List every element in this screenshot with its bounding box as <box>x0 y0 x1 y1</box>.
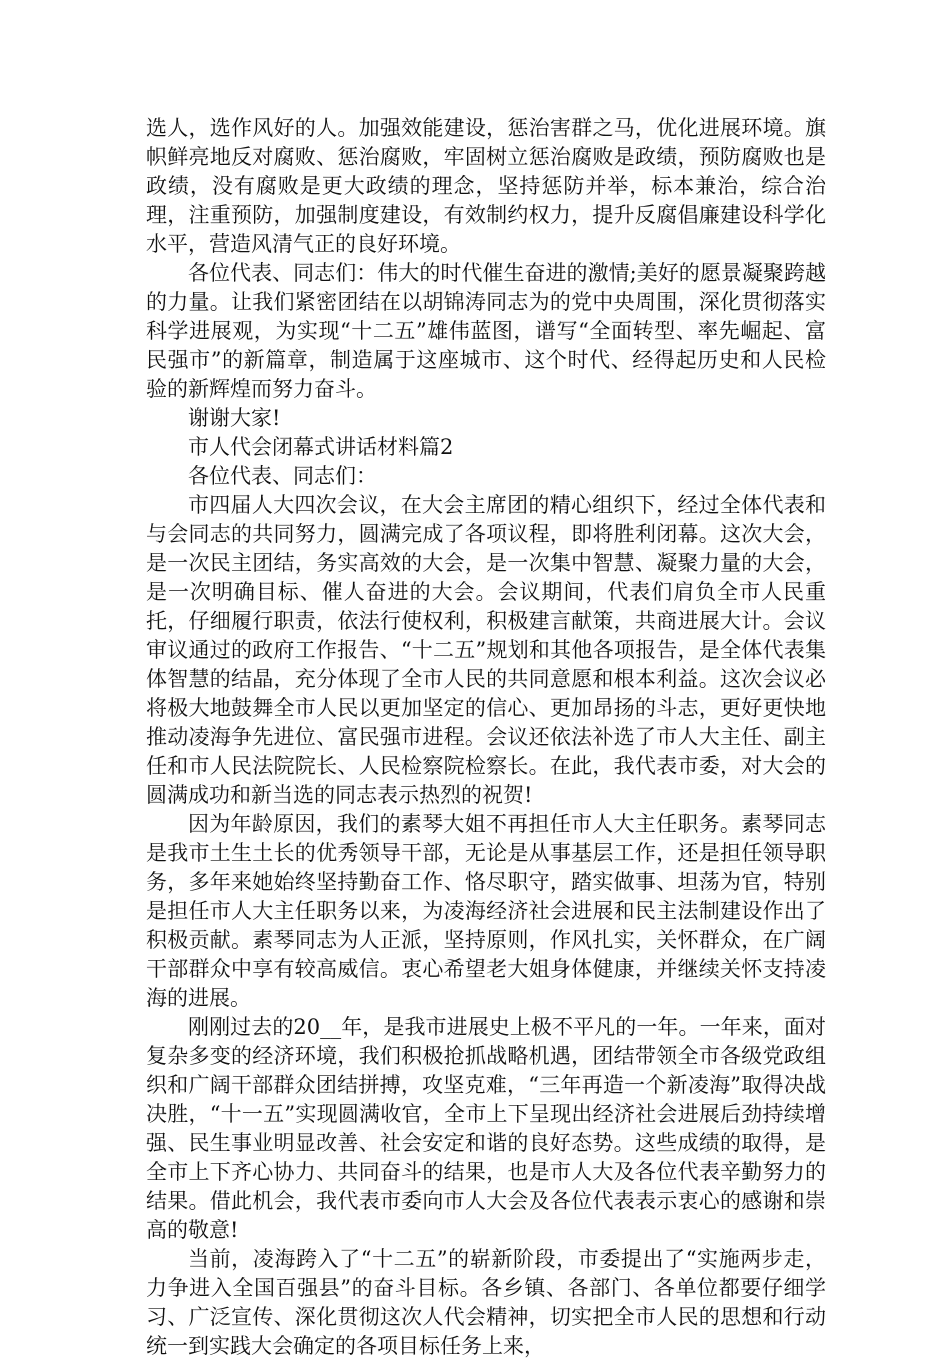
paragraph-tribute: 因为年龄原因，我们的素琴大姐不再担任市人大主任职务。素琴同志是我市土生土长的优秀领导干部，无论是从事基层工作，还是担任领导职务，多年来她始终坚持勤奋工作、恪尽职守，踏实做事、坦荡为官，特别是担任市人大主任职务以来，为凌海经济社会进展和民主法制建设作出了积极贡献。素琴同志为人正派，坚持原则，作风扎实，关怀群众，在广阔干部群众中享有较高威信。衷心希望老大姐身体健康，并继续关怀支持凌海的进展。 <box>146 812 826 1010</box>
paragraph-continued: 选人，选作风好的人。加强效能建设，惩治害群之马，优化进展环境。旗帜鲜亮地反对腐败、惩治腐败，牢固树立惩治腐败是政绩，预防腐败也是政绩，没有腐败是更大政绩的理念，坚持惩防并举，标本兼治，综合治理，注重预防，加强制度建设，有效制约权力，提升反腐倡廉建设科学化水平，营造风清气正的良好环境。 <box>146 116 826 256</box>
paragraph-closing-appeal: 各位代表、同志们：伟大的时代催生奋进的激情;美好的愿景凝聚跨越的力量。让我们紧密团结在以胡锦涛同志为的党中央周围，深化贯彻落实科学进展观，为实现“十二五”雄伟蓝图，谱写“全面转型、率先崛起、富民强市”的新篇章，制造属于这座城市、这个时代、经得起历史和人民检验的新辉煌而努力奋斗。 <box>146 261 826 401</box>
paragraph-meeting-summary: 市四届人大四次会议，在大会主席团的精心组织下，经过全体代表和与会同志的共同努力，圆满完成了各项议程，即将胜利闭幕。这次大会，是一次民主团结，务实高效的大会，是一次集中智慧、凝聚力量的大会，是一次明确目标、催人奋进的大会。会议期间，代表们肩负全市人民重托，仔细履行职责，依法行使权利，积极建言献策，共商进展大计。会议审议通过的政府工作报告、“十二五”规划和其他各项报告，是全体代表集体智慧的结晶，充分体现了全市人民的共同意愿和根本利益。这次会议必将极大地鼓舞全市人民以更加坚定的信心、更加昂扬的斗志，更好更快地推动凌海争先进位、富民强市进程。会议还依法补选了市人大主任、副主任和市人民法院院长、人民检察院检察长。在此，我代表市委，对大会的圆满成功和新当选的同志表示热烈的祝贺! <box>146 493 826 807</box>
paragraph-thanks: 谢谢大家! <box>188 406 281 430</box>
salutation: 各位代表、同志们： <box>188 464 377 488</box>
document-body <box>146 114 826 1361</box>
paragraph-past-year: 刚刚过去的20__年，是我市进展史上极不平凡的一年。一年来，面对复杂多变的经济环境，我们积极抢抓战略机遇，团结带领全市各级党政组织和广阔干部群众团结拼搏，攻坚克难，“三年再造一个新凌海”取得决战决胜，“十一五”实现圆满收官，全市上下呈现出经济社会进展后劲持续增强、民生事业明显改善、社会安定和谐的良好态势。这些成绩的取得，是全市上下齐心协力、共同奋斗的结果，也是市人大及各位代表辛勤努力的结果。借此机会，我代表市委向市人大会及各位代表表示衷心的感谢和崇高的敬意! <box>146 1015 826 1242</box>
section-heading: 市人代会闭幕式讲话材料篇2 <box>188 435 454 459</box>
paragraph-current-goals: 当前，凌海跨入了“十二五”的崭新阶段，市委提出了“实施两步走，力争进入全国百强县”的奋斗目标。各乡镇、各部门、各单位都要仔细学习、广泛宣传、深化贯彻这次人代会精神，切实把全市人民的思想和行动统一到实践大会确定的各项目标任务上来， <box>146 1247 826 1358</box>
